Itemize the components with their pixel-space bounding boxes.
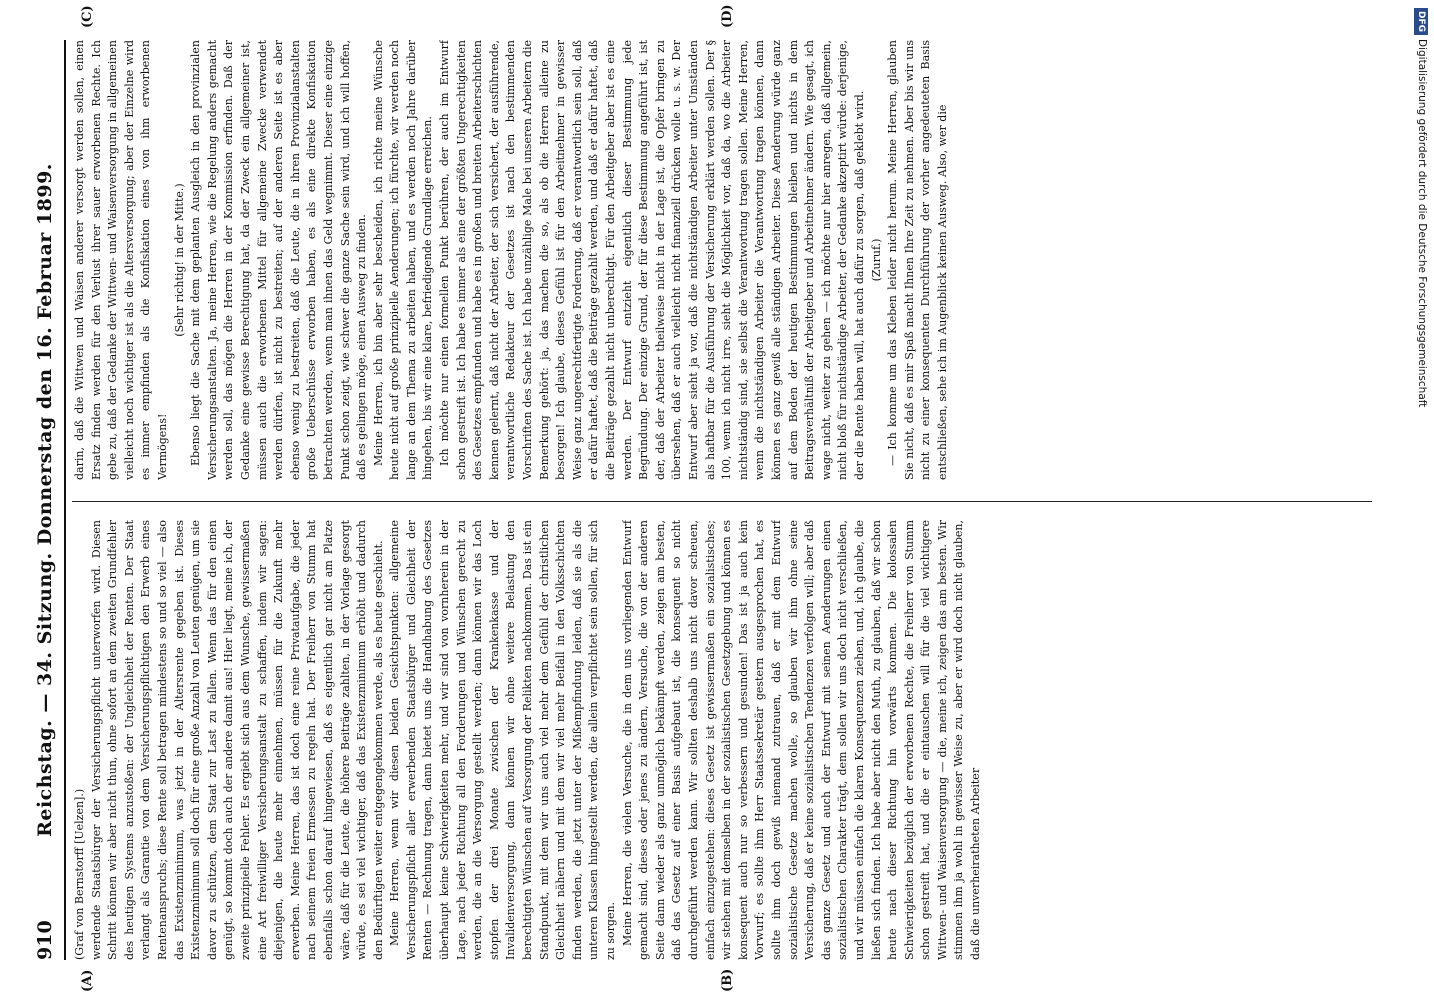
margin-marker-b: (B) — [720, 968, 735, 992]
dfg-watermark — [1412, 8, 1432, 598]
page-header — [34, 40, 60, 960]
margin-marker-d: (D) — [720, 4, 735, 28]
paragraph: — Ich komme um das Kleben leider nicht herum. Meine Herren, glauben Sie nicht, daß es mir Spaß macht Ihnen Ihre Zeit zu nehmen. Aber bis wir uns nicht zu einer konsequenten Durchführung der vorher angedeuteten Basis entschließen, sehe ich im Augenblick keinen Ausweg. Also, wer die — [886, 40, 949, 480]
paragraph: Meine Herren, wenn wir diesen beiden Gesichtspunkten: allgemeine Versicherungspflicht aller erwerbenden Staatsbürger und Gleichheit der Renten — Rechnung tragen, dann bietet uns die Handhabung des Gesetzes überhaupt keine Schwierigkeiten mehr, und wir sind von vornherein in der Lage, nach jeder Richtung all den Forderungen und Wünschen gerecht zu werden, die an die Versorgung gestellt werden; dann können wir das Loch stopfen der drei Monate zwischen der Krankenkasse und der Invalidenversorgung, dann können wir ohne weitere Belastung den berechtigten Wünschen auf Versorgung der Relikten nachkommen. Das ist ein Standpunkt, mit dem wir uns auch viel mehr dem Gefühl der christlichen Gleichheit nähern und mit dem wir viel mehr Beifall in den Volksschichten finden werden, die jetzt unter der Mißempfindung leiden, daß sie als die unteren Klassen hingestellt werden, die allein verpflichtet sein sollen, für sich zu sorgen. — [388, 520, 617, 960]
dfg-credit-text: Digitalisierung gefördert durch die Deutsche Forschungsgemeinschaft — [1416, 39, 1428, 408]
interjection: (Zuruf.) — [869, 238, 883, 282]
speaker-label: (Graf von Bernstorff [Uelzen].) — [73, 788, 86, 960]
paragraph: werdende Staatsbürger der Versicherungspflicht unterworfen wird. Diesen Schritt können wir aber nicht thun, ohne sofort an dem zweiten Grundfehler des heutigen Systems anzustoßen: der Ungleichheit der Renten. Der Staat verlangt als Garantie von dem Versicherungspflichtigen den Erwerb eines Rentenanspruchs; diese Rente soll betragen mindestens so und so viel — also das Existenzminimum, was jetzt in der Altersrente gegeben ist. Dieses Existenzminimum soll doch für eine große Anzahl von Leuten genügen, um sie davor zu schützen, dem Staat zur Last zu fallen. Wenn das für den einen genügt, so kommt doch auch der andere damit aus! Hier liegt, meine ich, der zweite prinzipielle Fehler. Es ergiebt sich aus dem Wunsche, gewissermaßen eine Art freiwilliger Versicherungsanstalt zu schaffen, indem wir sagen: diejenigen, die heute mehr einnehmen, müssen für die Zukunft mehr erwerben. Meine Herren, das ist doch eine reine Privataufgabe, die jeder nach seinem freien Ermessen zu regeln hat. Der Freiherr von Stumm hat ebenfalls schon darauf hingewiesen, daß es eigentlich gar nicht am Platze wäre, daß für die Leute, die höhere Beiträge zahlten, in der Vorlage gesorgt würde, es sei viel wichtiger, daß das Existenzminimum erhöht und dadurch den Bedürftigen weiter entgegengekommen werde, als es heute geschieht. — [89, 520, 385, 960]
dfg-logo: DFG — [1414, 8, 1428, 35]
margin-marker-c: (C) — [80, 5, 95, 28]
right-column — [72, 40, 1372, 480]
running-title: Reichstag. — 34. Sitzung. Donnerstag den 16. Februar 1899. — [34, 163, 56, 837]
paragraph: Meine Herren, ich bin aber sehr bescheiden, ich richte meine Wünsche heute nicht auf große prinzipielle Aenderungen; ich fürchte, wir werden noch lange an dem Thema zu arbeiten haben, und es werden noch Jahre darüber hingehen, bis wir eine klare, befriedigende Grundlage erreichen. — [371, 40, 435, 480]
paragraph: Ebenso liegt die Sache mit dem geplanten Ausgleich in den provinzialen Versicherungsanstalten. Ja, meine Herren, wie die Regelung anders gemacht werden soll, das mögen die Herren in der Kommission erfinden. Daß der Gedanke eine gewisse Berechtigung hat, da der Zweck ein allgemeiner ist, müssen auch die erworbenen Mittel für allgemeine Zwecke verwendet werden dürfen, ist nicht zu bestreiten; auf der anderen Seite ist es aber ebenso wenig zu bestreiten, daß die Leute, die in ihren Provinzialanstalten große Ueberschüsse erworben haben, es als eine direkte Konfiskation betrachten werden, wenn man ihnen das Geld wegnimmt. Dieser eine einzige Punkt schon zeigt, wie schwer die ganze Sache sein wird, und ich will hoffen, daß es gelingen möge, einen Ausweg zu finden. — [189, 40, 369, 480]
left-column — [72, 520, 1372, 960]
paragraph: Ich möchte nur einen formellen Punkt berühren, der auch im Entwurf schon gestreift ist. Ich habe es immer als eine der größten Ungerechtigkeiten des Gesetzes empfunden und habe es in großen und breiten Arbeiterschichten kennen gelernt, daß nicht der Arbeiter, der sich versichert, der ausführende, verantwortliche Redakteur der Gesetzes ist nach den bestimmenden Vorschriften des Sache ist. Ich habe unzählige Male bei unseren Arbeitern die Bemerkung gehört: ja, das machen die so, als ob die Herren alleine zu besorgen! Ich glaube, dieses Gefühl ist für den Arbeitnehmer in gewisser Weise ganz ungerechtfertigte Forderung, daß er verantwortlich sein soll, daß er dafür haftet, daß die Beiträge gezahlt werden, und daß er dafür haftet, daß die Beiträge gezahlt nicht unberechtigt. Für den Arbeitgeber aber ist es eine werden. Der Entwurf entzieht eigentlich dieser Bestimmung jede Begründung. Der einzige Grund, der für diese Bestimmung angeführt ist, ist der, daß der Arbeiter theilweise nicht in der Lage ist, die Opfer bringen zu übersehen, daß er auch vielleicht nicht finanziell drücken wolle u. s. w. Der Entwurf aber sieht ja vor, daß die nichtständigen Arbeiter unter Umständen als haftbar für die Ausführung der Versicherung erklärt werden sollen. Der § 100, wenn ich nicht irre, sieht die Möglichkeit vor, daß da, wo die Arbeiter nichtständig sind, sie selbst die Verantwortung tragen sollen. Meine Herren, wenn die nichtständigen Arbeiter die Verantwortung tragen können, dann können es ganz gewiß alle ständigen Arbeiter. Diese Aenderung würde ganz auf dem Boden der heutigen Bestimmungen bleiben und nichts in dem Beitragsverhältniß der Arbeitgeber und Arbeitnehmer ändern. Wie gesagt, ich wage nicht, weiter zu gehen — ich möchte nur hier anregen, daß allgemein, nicht bloß für nichtständige Arbeiter, der Gedanke akzeptirt würde: derjenige, der die Rente haben will, hat auch dafür zu sorgen, daß geklebt wird. — [438, 40, 866, 480]
paragraph: Meine Herren, die vielen Versuche, die in dem uns vorliegenden Entwurf gemacht sind, dieses oder jenes zu ändern, Versuche, die von der anderen Seite dann wieder als ganz unmöglich bekämpft werden, zeigen am besten, daß das Gesetz auf einer Basis aufgebaut ist, die konsequent so nicht durchgeführt werden kann. Wir sollten deshalb uns nicht davor scheuen, einfach einzugestehen: dieses Gesetz ist gewissermaßen ein sozialistisches; wir stehen mit demselben in der sozialistischen Gesetzgebung und können es konsequent auch nur so verbessern und gesunden! Das ist ja auch kein Vorwurf; es sollte ihm Herr Staatssekretär gestern ausgesprochen hat, es sollte ihm doch gewiß niemand zutrauen, daß er mit dem Entwurf sozialistische Gesetze machen wolle, so glauben wir ihm ohne seine Versicherung, daß er keine sozialistischen Tendenzen verfolgen will; aber daß das ganze Gesetz und auch der Entwurf mit seinen Aenderungen einen sozialistischen Charakter trägt, dem sollen wir uns doch nicht verschließen, und wir müssen einfach die klaren Konsequenzen ziehen, und, ich glaube, die ließen sich finden. Ich habe aber nicht den Muth, zu glauben, daß wir schon heute nach dieser Richtung hin vorwärts kommen. Die kolossalen Schwierigkeiten bezüglich der erworbenen Rechte, die Freiherr von Stumm schon gestreift hat, und die er eintauschen will für die viel wichtigere Wittwen- und Waisenversorgung — die, meine ich, zeigen das am besten. Wir stimmen ihm ja wohl in gewisser Weise zu, aber er wird doch nicht glauben, daß die unverheiratheten Arbeiter — [620, 520, 983, 960]
page-number: 910 — [34, 920, 56, 960]
header-rule — [64, 40, 66, 960]
margin-marker-a: (A) — [80, 969, 95, 992]
column-divider — [72, 501, 1372, 502]
interjection: (Sehr richtig! in der Mitte.) — [172, 183, 186, 337]
paragraph: darin, daß die Wittwen und Waisen anderer versorgt werden sollen, einen Ersatz finden werden für den Verlust ihrer sauer erworbenen Rechte. Ich gebe zu, daß der Gedanke der Wittwen- und Waisenversorgung in allgemeinen vielleicht noch wichtiger ist als die Altersversorgung; aber der Einzelne wird es immer empfinden als die Konfiskation eines von ihm erworbenen Vermögens! — [73, 40, 169, 480]
